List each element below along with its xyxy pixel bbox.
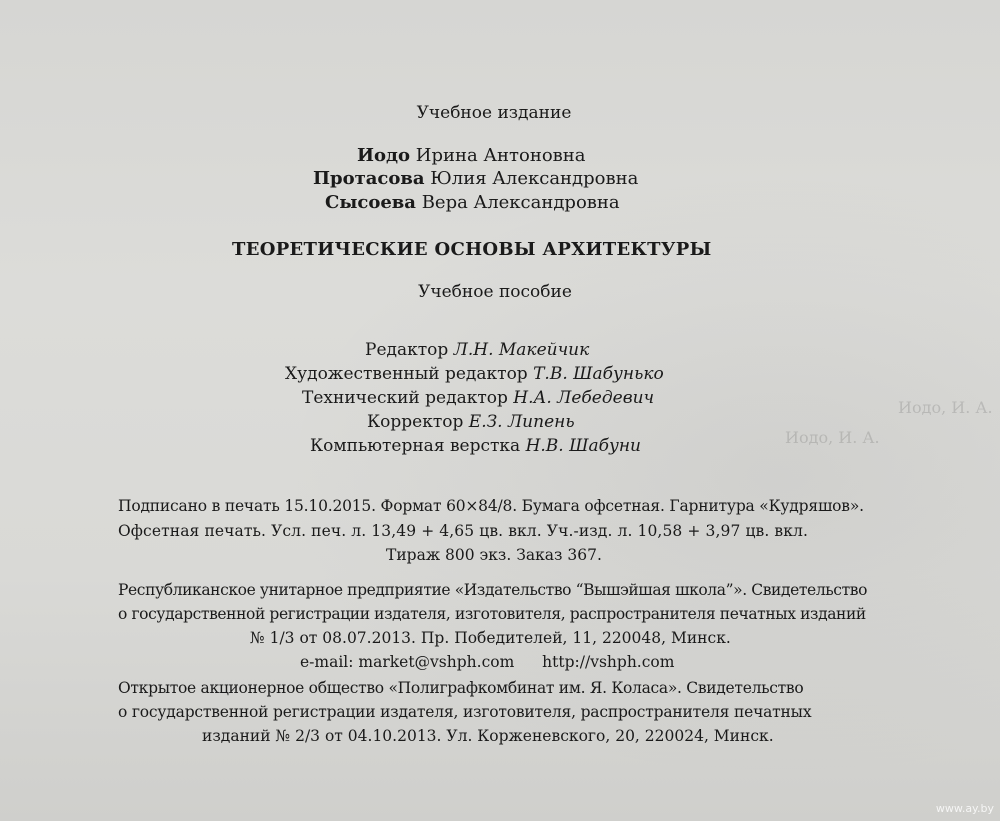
- publisher-url: http://vshph.com: [542, 653, 675, 671]
- staff-line: [285, 364, 664, 384]
- staff-line: [310, 436, 641, 456]
- book-subtitle: Учебное пособие: [418, 282, 572, 302]
- author-surname: Протасова: [313, 168, 425, 189]
- publisher-contacts: [300, 652, 674, 672]
- author-line: [325, 193, 620, 213]
- author-surname: Иодо: [357, 145, 411, 166]
- print-run-line: Тираж 800 экз. Заказ 367.: [386, 546, 602, 564]
- staff-role: Художественный редактор: [285, 364, 528, 384]
- staff-name: Т.В. Шабунько: [533, 364, 664, 384]
- print-info-line: Офсетная печать. Усл. печ. л. 13,49 + 4,65 цв. вкл. Уч.-изд. л. 10,58 + 3,97 цв. вкл.: [118, 522, 808, 540]
- author-given-name: Вера Александровна: [421, 192, 620, 213]
- staff-line: [365, 340, 589, 360]
- printer-line: о государственной регистрации издателя, изготовителя, распространителя печатных: [118, 703, 812, 721]
- publisher-email: e-mail: market@vshph.com: [300, 653, 515, 671]
- staff-role: Технический редактор: [302, 388, 508, 408]
- staff-name: Н.А. Лебедевич: [513, 388, 655, 408]
- author-given-name: Юлия Александровна: [430, 168, 639, 189]
- staff-name: Н.В. Шабуни: [525, 436, 642, 456]
- publisher-line: № 1/3 от 08.07.2013. Пр. Победителей, 11, 220048, Минск.: [250, 629, 731, 647]
- print-info-line: Подписано в печать 15.10.2015. Формат 60×84/8. Бумага офсетная. Гарнитура «Кудряшов».: [118, 497, 864, 515]
- staff-name: Л.Н. Макейчик: [453, 340, 590, 360]
- staff-role: Редактор: [365, 340, 449, 360]
- printer-line: Открытое акционерное общество «Полиграфкомбинат им. Я. Коласа». Свидетельство: [118, 679, 804, 697]
- publisher-line: о государственной регистрации издателя, изготовителя, распространителя печатных изданий: [118, 605, 866, 623]
- site-watermark: www.ay.by: [935, 802, 994, 815]
- staff-line: [367, 412, 575, 432]
- show-through-text: Иодо, И. А.: [785, 428, 880, 447]
- author-line: [313, 169, 638, 189]
- show-through-text: Иодо, И. А.: [898, 398, 993, 417]
- publisher-line: Республиканское унитарное предприятие «Издательство “Вышэйшая школа”». Свидетельство: [118, 581, 868, 599]
- book-title: ТЕОРЕТИЧЕСКИЕ ОСНОВЫ АРХИТЕКТУРЫ: [232, 239, 712, 260]
- staff-role: Корректор: [367, 412, 464, 432]
- edition-type: Учебное издание: [416, 103, 572, 123]
- printer-line: изданий № 2/3 от 04.10.2013. Ул. Корженевского, 20, 220024, Минск.: [202, 727, 774, 745]
- staff-name: Е.З. Липень: [468, 412, 575, 432]
- author-surname: Сысоева: [325, 192, 416, 213]
- author-line: [357, 146, 586, 166]
- author-given-name: Ирина Антоновна: [415, 145, 586, 166]
- staff-line: [302, 388, 654, 408]
- staff-role: Компьютерная верстка: [310, 436, 521, 456]
